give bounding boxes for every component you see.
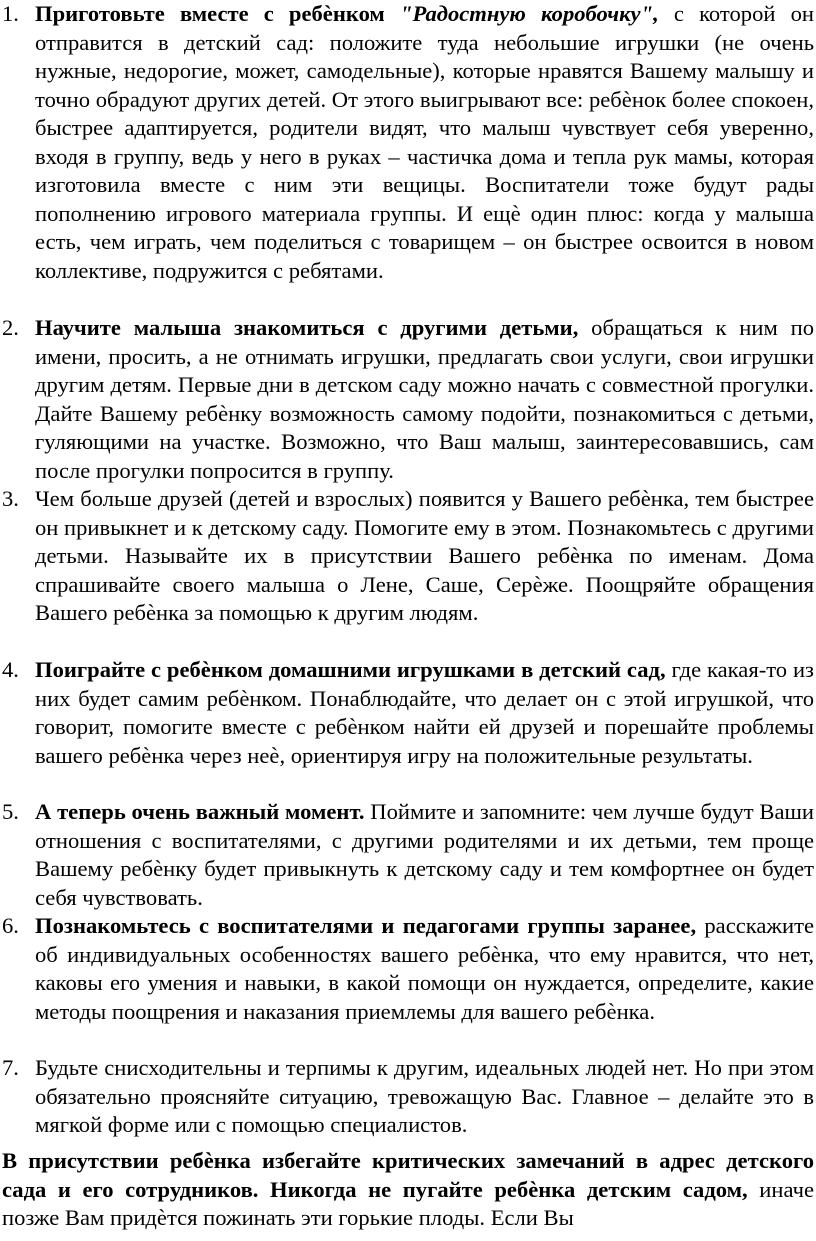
list-item-heading: Поиграйте с ребѐнком домашними игрушками в детский сад,: [35, 657, 666, 682]
closing-paragraph-text: иначе позже Вам придѐтся пожинать эти горькие плоды. Если Вы: [2, 1176, 814, 1230]
list-item: [0, 485, 816, 656]
list-item-text: Чем больше друзей (детей и взрослых) появится у Вашего ребѐнка, тем быстрее он привыкнет и к детскому саду. Помогите ему в этом. Познакомьтесь с другими детьми. Называйте их в присутствии Вашего ребѐнка по именам. Дома спрашивайте своего малыша о Лене, Саше, Серѐже. Поощряйте обращения Вашего ребѐнка за помощью к другим людям.: [35, 486, 814, 625]
list-item-heading: А теперь очень важный момент.: [35, 799, 365, 824]
list-item-heading: Приготовьте вместе с ребѐнком: [35, 1, 400, 26]
list-item-text: расскажите об индивидуальных особенностях вашего ребѐнка, что ему нравится, что нет, каковы его умения и навыки, в какой помощи он нуждается, определите, какие методы поощрения и наказания приемлемы для вашего ребѐнка.: [35, 913, 815, 1024]
list-item-text: Поймите и запомните: чем лучше будут Ваши отношения с воспитателями, с другими родителями и их детьми, тем проще Вашему ребѐнку будет привыкнуть к детскому саду и тем комфортнее он будет себя чувствовать.: [35, 799, 814, 910]
list-item-text: обращаться к ним по имени, просить, а не отнимать игрушки, предлагать свои услуги, свои игрушки другим детям. Первые дни в детском саду можно начать с совместной прогулки. Дайте Вашему ребѐнку возможность самому подойти, познакомиться с детьми, гуляющими на участке. Возможно, что Ваш малыш, заинтересовавшись, сам после прогулки попросится в группу.: [35, 315, 814, 483]
list-item-number: 2.: [2, 315, 19, 340]
list-item-text: где какая-то из них будет самим ребѐнком. Понаблюдайте, что делает он с этой игрушкой, что говорит, помогите вместе с ребѐнком найти ей друзей и порешайте проблемы вашего ребѐнка через неѐ, ориентируя игру на положительные результаты.: [35, 657, 814, 768]
list-item-number: 3.: [2, 486, 19, 511]
list-item: [0, 656, 816, 798]
list-item-heading-emphasis: "Радостную коробочку",: [399, 1, 659, 26]
list-item: [0, 1054, 816, 1140]
list-item-number: 5.: [2, 799, 19, 824]
list-item: [0, 0, 816, 314]
list-item-heading: Познакомьтесь с воспитателями и педагогами группы заранее,: [35, 913, 697, 938]
list-item-heading: Научите малыша знакомиться с другими детьми,: [35, 315, 579, 340]
list-item-number: 4.: [2, 657, 19, 682]
list-item-text: Будьте снисходительны и терпимы к другим, идеальных людей нет. Но при этом обязательно проясняйте ситуацию, тревожащую Вас. Главное – делайте это в мягкой форме или с помощью специалистов.: [35, 1055, 814, 1137]
list-item-text: с которой он отправится в детский сад: положите туда небольшие игрушки (не очень нужные, недорогие, может, самодельные), которые нравятся Вашему малышу и точно обрадуют других детей. От этого выигрывают все: ребѐнок более спокоен, быстрее адаптируется, родители видят, что малыш чувствует себя уверенно, входя в группу, ведь у него в руках – частичка дома и тепла рук мамы, которая изготовила вместе с ним эти вещицы. Воспитатели тоже будут рады пополнению игрового материала группы. И ещѐ один плюс: когда у малыша есть, чем играть, чем поделиться с товарищем – он быстрее освоится в новом коллективе, подружится с ребятами.: [35, 1, 814, 283]
list-item: [0, 912, 816, 1054]
list-item: [0, 314, 816, 485]
list-item-number: 7.: [2, 1055, 19, 1080]
list-item: [0, 798, 816, 912]
closing-paragraph: [2, 1147, 814, 1233]
list-item-number: 1.: [2, 1, 19, 26]
closing-paragraph-bold: В присутствии ребѐнка избегайте критических замечаний в адрес детского сада и его сотрудников. Никогда не пугайте ребѐнка детским садом,: [2, 1148, 814, 1202]
list-item-number: 6.: [2, 913, 19, 938]
